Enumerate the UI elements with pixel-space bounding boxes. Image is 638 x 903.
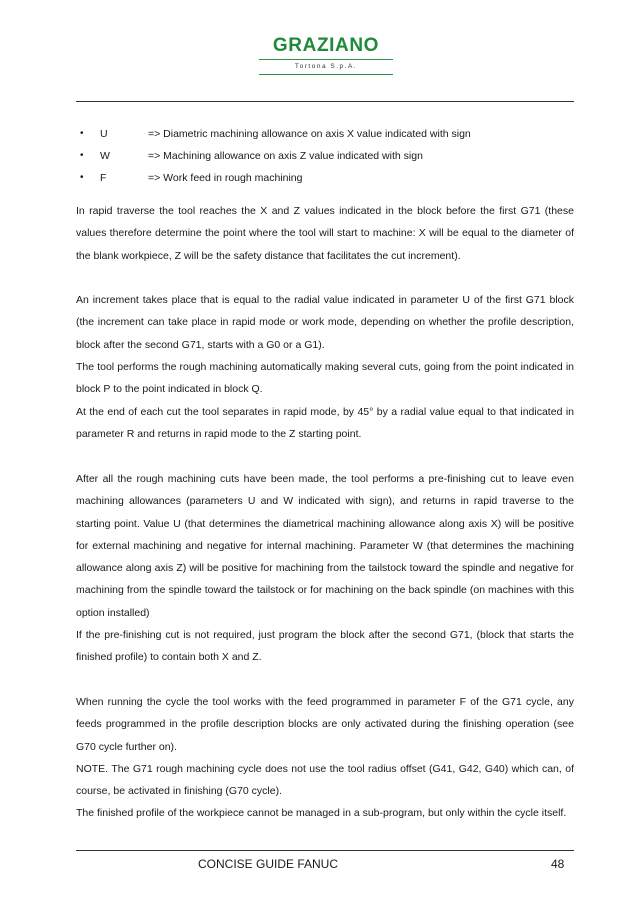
body-paragraph: At the end of each cut the tool separates in rapid mode, by 45° by a radial value equal to that indicated in parameter R and returns in rapid mode to the Z starting point. — [76, 406, 574, 441]
body-paragraph: An increment takes place that is equal to the radial value indicated in parameter U of the first G71 block (the increment can take place in rapid mode or work mode, depending on whether the profile description, block after the second G71, starts with a G0 or a G1). — [76, 294, 574, 351]
bullet-icon: • — [80, 172, 84, 183]
bullet-icon: • — [80, 150, 84, 161]
parameter-list — [80, 127, 580, 193]
logo-divider — [259, 74, 393, 75]
body-paragraph: The finished profile of the workpiece cannot be managed in a sub-program, but only within the cycle itself. — [76, 807, 567, 819]
parameter-item-w — [80, 149, 580, 171]
body-paragraph: In rapid traverse the tool reaches the X and Z values indicated in the block before the first G71 (these values therefore determine the point where the tool will start to machine: X will be equal to the diameter of the blank workpiece, Z will be the safety distance that facilitates the cut increment). — [76, 205, 574, 262]
footer-rule — [76, 850, 574, 851]
graziano-logo — [253, 36, 399, 75]
parameter-description: => Machining allowance on axis Z value indicated with sign — [148, 150, 423, 162]
parameter-item-u — [80, 127, 580, 149]
page-number: 48 — [551, 857, 565, 871]
logo-divider — [259, 59, 393, 60]
parameter-description: => Work feed in rough machining — [148, 172, 303, 184]
bullet-icon: • — [80, 128, 84, 139]
note-paragraph: NOTE. The G71 rough machining cycle does not use the tool radius offset (G41, G42, G40) which can, of course, be activated in finishing (G70 cycle). — [76, 763, 574, 798]
body-paragraph: After all the rough machining cuts have been made, the tool performs a pre-finishing cut to leave even machining allowances (parameters U and W indicated with sign), and returns in rapid traverse to the starting point. Value U (that determines the diametrical machining allowance along axis X) will be positive for external machining and negative for internal machining. Parameter W (that determines the machining allowance along axis Z) will be positive for machining from the tailstock toward the spindle and negative for machining from the spindle toward the tailstock or for machining on the back spindle (on machines with this option installed) — [76, 473, 574, 619]
header-rule — [76, 101, 574, 102]
parameter-key: F — [100, 172, 107, 184]
logo-wordmark: GRAZIANO — [272, 35, 380, 56]
logo-subtitle: Tortona S.p.A. — [294, 63, 358, 70]
parameter-key: U — [100, 128, 108, 140]
parameter-item-f — [80, 171, 580, 193]
body-paragraph: If the pre-finishing cut is not required, just program the block after the second G71, (block that starts the finished profile) to contain both X and Z. — [76, 629, 574, 664]
parameter-key: W — [100, 150, 110, 162]
body-paragraph: The tool performs the rough machining automatically making several cuts, going from the point indicated in block P to the point indicated in block Q. — [76, 361, 574, 396]
body-paragraph: When running the cycle the tool works with the feed programmed in parameter F of the G71 cycle, any feeds programmed in the profile description blocks are only activated during the finishing operation (see G70 cycle further on). — [76, 696, 574, 753]
footer-document-title: CONCISE GUIDE FANUC — [198, 857, 339, 871]
parameter-description: => Diametric machining allowance on axis X value indicated with sign — [148, 128, 471, 140]
